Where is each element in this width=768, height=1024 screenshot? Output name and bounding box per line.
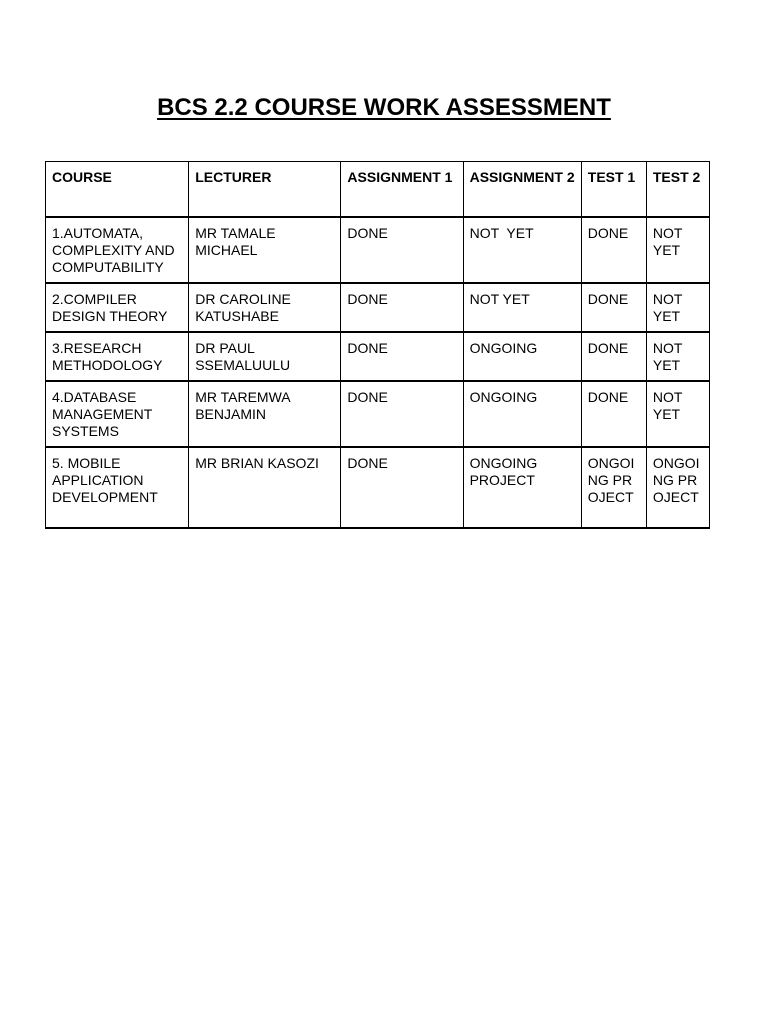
header-test-2: TEST 2: [646, 162, 709, 218]
cell-lecturer: DR PAUL SSEMALUULU: [189, 332, 341, 381]
cell-assignment-2: ONGOING: [463, 381, 581, 447]
header-test-1: TEST 1: [581, 162, 646, 218]
cell-assignment-1: DONE: [341, 217, 463, 283]
cell-course: 3.RESEARCH METHODOLOGY: [46, 332, 189, 381]
cell-test-1: DONE: [581, 283, 646, 332]
table-row: [46, 283, 710, 332]
table-row: [46, 381, 710, 447]
cell-lecturer: MR BRIAN KASOZI: [189, 447, 341, 528]
cell-course: 5. MOBILE APPLICATION DEVELOPMENT: [46, 447, 189, 528]
cell-test-2: NOT YET: [646, 381, 709, 447]
cell-test-1: DONE: [581, 381, 646, 447]
header-assignment-1: ASSIGNMENT 1: [341, 162, 463, 218]
cell-test-2: NOT YET: [646, 332, 709, 381]
cell-course: 4.DATABASE MANAGEMENT SYSTEMS: [46, 381, 189, 447]
document-title: [0, 93, 768, 123]
table-row: [46, 447, 710, 528]
cell-assignment-1: DONE: [341, 283, 463, 332]
cell-course: 2.COMPILER DESIGN THEORY: [46, 283, 189, 332]
cell-lecturer: DR CAROLINE KATUSHABE: [189, 283, 341, 332]
cell-course: 1.AUTOMATA, COMPLEXITY AND COMPUTABILITY: [46, 217, 189, 283]
cell-test-2: NOT YET: [646, 217, 709, 283]
table-row: [46, 217, 710, 283]
header-course: COURSE: [46, 162, 189, 218]
cell-test-2: ONGOING PROJECT: [646, 447, 709, 528]
cell-test-1: DONE: [581, 217, 646, 283]
document-title-text: BCS 2.2 COURSE WORK ASSESSMENT: [157, 94, 611, 121]
cell-test-1: DONE: [581, 332, 646, 381]
cell-assignment-1: DONE: [341, 332, 463, 381]
cell-lecturer: MR TAMALE MICHAEL: [189, 217, 341, 283]
header-lecturer: LECTURER: [189, 162, 341, 218]
cell-assignment-2: ONGOING: [463, 332, 581, 381]
cell-assignment-2: NOT YET: [463, 283, 581, 332]
cell-test-1: ONGOING PROJECT: [581, 447, 646, 528]
header-assignment-2: ASSIGNMENT 2: [463, 162, 581, 218]
table-header-row: [46, 162, 710, 218]
table-row: [46, 332, 710, 381]
assessment-table: [45, 161, 710, 529]
cell-assignment-2: ONGOING PROJECT: [463, 447, 581, 528]
cell-assignment-1: DONE: [341, 381, 463, 447]
cell-test-2: NOT YET: [646, 283, 709, 332]
cell-lecturer: MR TAREMWA BENJAMIN: [189, 381, 341, 447]
cell-assignment-1: DONE: [341, 447, 463, 528]
cell-assignment-2: NOT YET: [463, 217, 581, 283]
